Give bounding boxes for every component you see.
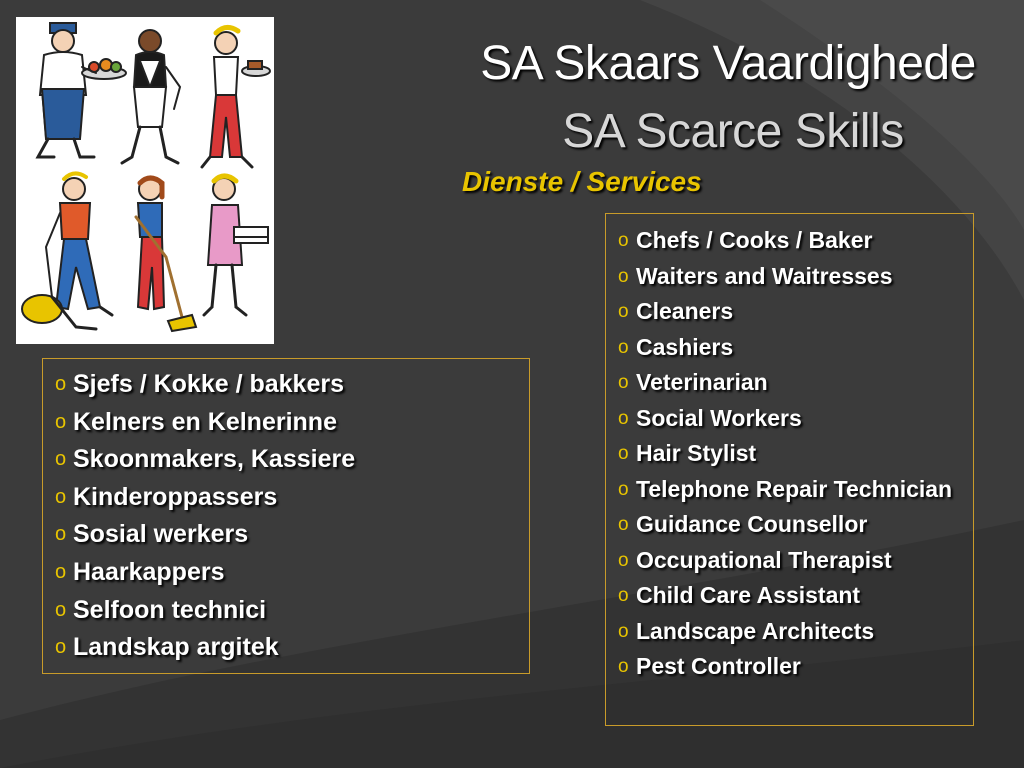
- list-item-text: Landskap argitek: [73, 633, 279, 662]
- bullet-icon: o: [618, 301, 629, 322]
- list-item-text: Chefs / Cooks / Baker: [636, 227, 873, 253]
- list-item-text: Child Care Assistant: [636, 582, 861, 608]
- bullet-icon: o: [55, 410, 67, 433]
- bullet-icon: o: [618, 230, 629, 251]
- afrikaans-skills-box: [42, 358, 530, 674]
- list-item: [618, 333, 973, 362]
- list-item-text: Waiters and Waitresses: [636, 262, 893, 289]
- maid-figure: [204, 176, 268, 315]
- list-item: [55, 595, 529, 633]
- cleaning-woman-figure: [136, 178, 196, 331]
- list-item-text: Pest Controller: [636, 653, 801, 679]
- list-item: [55, 557, 529, 595]
- bullet-icon: o: [618, 656, 629, 677]
- list-item-text: Occupational Therapist: [636, 546, 892, 573]
- service-workers-illustration: [16, 17, 274, 344]
- list-item: [618, 617, 973, 646]
- bullet-icon: o: [618, 514, 629, 535]
- list-item: [618, 226, 973, 255]
- waitress-figure: [202, 27, 270, 167]
- bullet-icon: o: [55, 523, 67, 546]
- list-item-text: Landscape Architects: [636, 617, 875, 644]
- english-skills-list: [618, 226, 973, 681]
- slide-title-afrikaans: SA Skaars Vaardighede: [480, 37, 976, 90]
- list-item: [55, 444, 529, 482]
- list-item-text: Selfoon technici: [73, 595, 267, 624]
- bullet-icon: o: [618, 265, 629, 287]
- bullet-icon: o: [55, 560, 67, 583]
- waiter-figure: [122, 30, 180, 163]
- list-item: [618, 297, 973, 326]
- list-item-text: Sosial werkers: [73, 520, 249, 549]
- list-item-text: Telephone Repair Technician: [636, 475, 953, 502]
- list-item: [618, 368, 973, 397]
- bullet-icon: o: [618, 549, 629, 571]
- list-item-text: Hair Stylist: [636, 440, 757, 466]
- list-item: [618, 652, 973, 681]
- bullet-icon: o: [618, 620, 629, 642]
- list-item: [55, 369, 529, 407]
- chef-figure: [38, 23, 126, 157]
- list-item: [618, 262, 973, 291]
- bullet-icon: o: [55, 598, 67, 621]
- bullet-icon: o: [618, 478, 629, 500]
- bullet-icon: o: [618, 585, 629, 606]
- list-item-text: Sjefs / Kokke / bakkers: [73, 370, 344, 398]
- bullet-icon: o: [618, 372, 629, 393]
- list-item: [618, 475, 973, 504]
- slide-subtitle: Dienste / Services: [462, 166, 702, 197]
- slide-title-english: SA Scarce Skills: [562, 105, 904, 158]
- cleaner-figure: [22, 173, 112, 329]
- list-item: [55, 482, 529, 520]
- list-item: [618, 581, 973, 610]
- list-item-text: Veterinarian: [636, 369, 768, 395]
- list-item: [55, 519, 529, 557]
- list-item-text: Cleaners: [636, 298, 734, 324]
- bullet-icon: o: [618, 443, 629, 464]
- bullet-icon: o: [618, 407, 629, 429]
- bullet-icon: o: [55, 373, 67, 395]
- list-item-text: Kelners en Kelnerinne: [73, 407, 337, 436]
- list-item: [55, 407, 529, 445]
- list-item: [618, 404, 973, 433]
- list-item-text: Social Workers: [636, 404, 802, 431]
- list-item: [55, 632, 529, 670]
- service-workers-clipart: [16, 17, 274, 344]
- afrikaans-skills-list: [55, 369, 529, 670]
- list-item-text: Skoonmakers, Kassiere: [73, 445, 356, 474]
- bullet-icon: o: [618, 336, 629, 358]
- list-item: [618, 439, 973, 468]
- bullet-icon: o: [55, 448, 67, 471]
- bullet-icon: o: [55, 636, 67, 659]
- list-item-text: Kinderoppassers: [73, 482, 278, 511]
- list-item: [618, 510, 973, 539]
- bullet-icon: o: [55, 485, 67, 508]
- english-skills-box: [605, 213, 974, 726]
- list-item-text: Haarkappers: [73, 557, 225, 586]
- list-item: [618, 546, 973, 575]
- list-item-text: Cashiers: [636, 333, 734, 360]
- list-item-text: Guidance Counsellor: [636, 511, 868, 537]
